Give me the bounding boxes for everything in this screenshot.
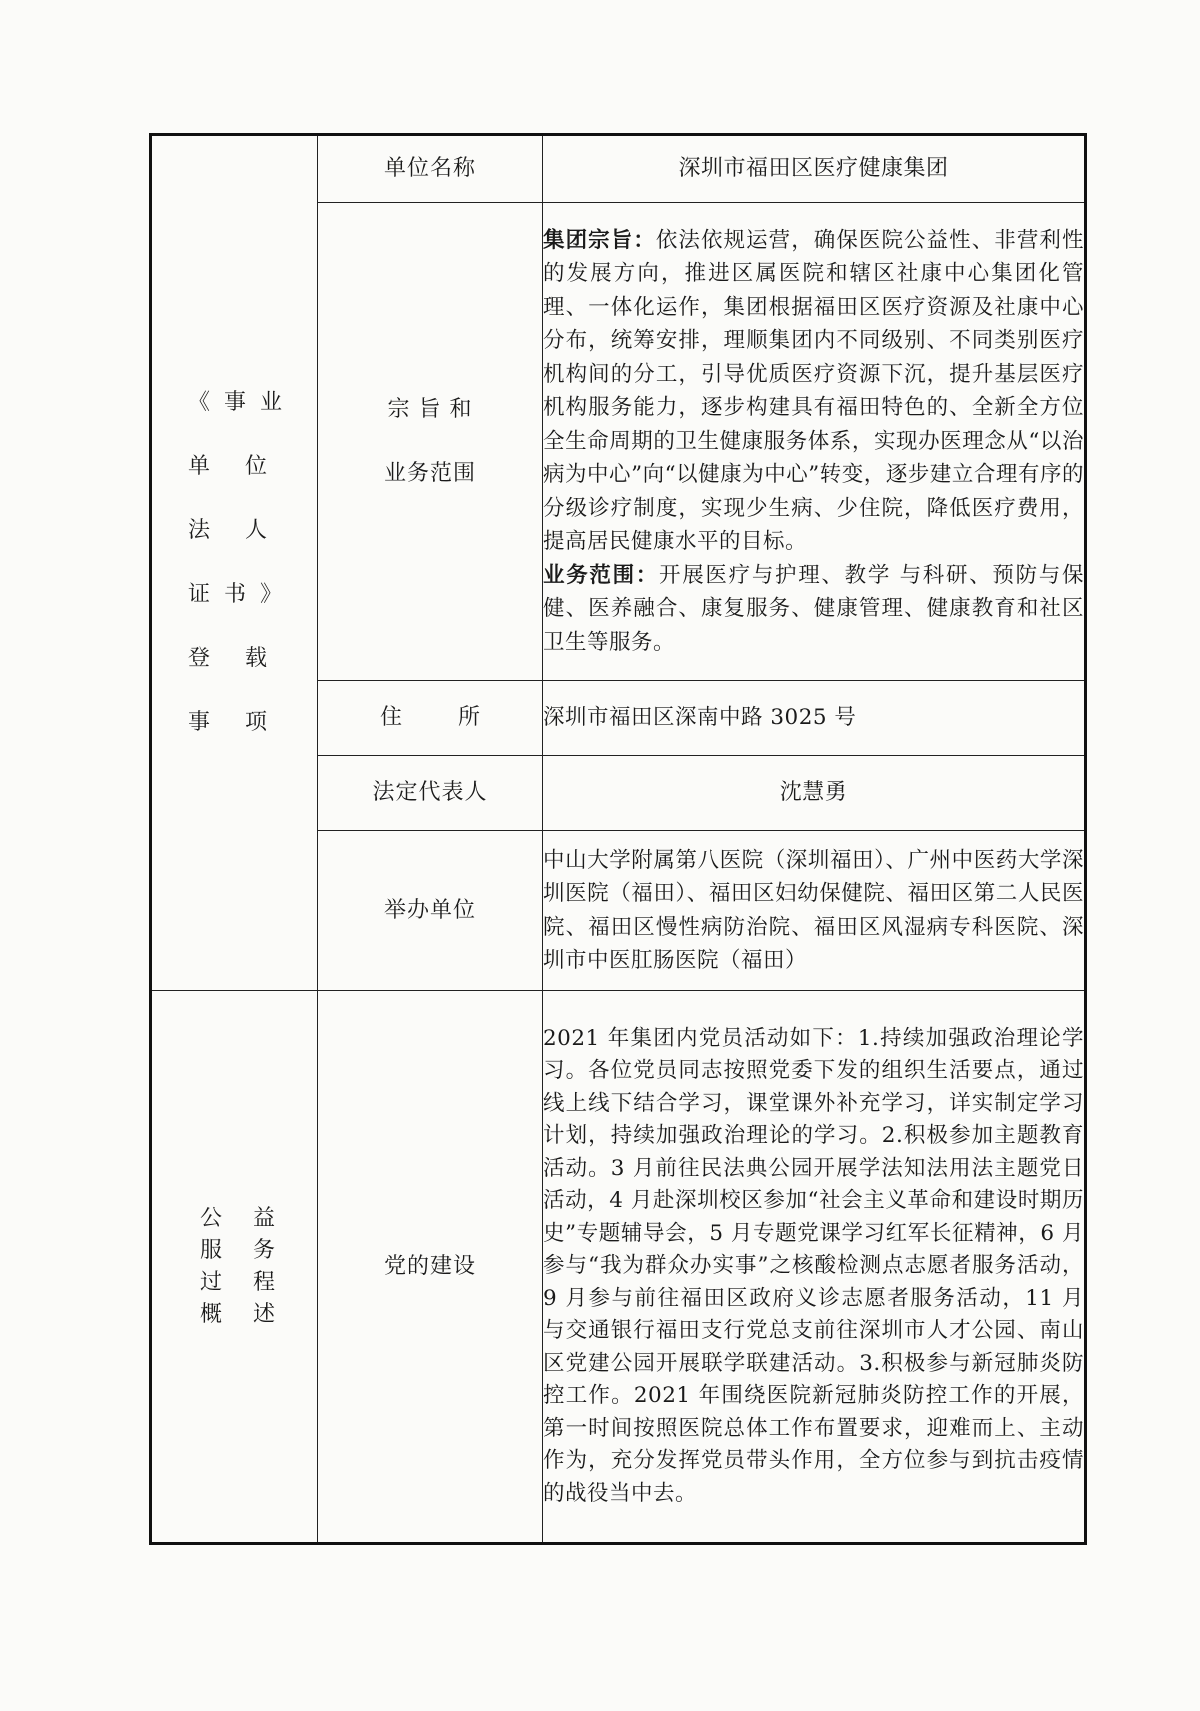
unit-name-label: 单位名称 (318, 135, 543, 203)
legal-rep-label: 法定代表人 (318, 756, 543, 831)
section-certificate-label: 《事业 单 位 法 人 证书》 登 载 事 项 (188, 390, 297, 735)
row-unit-name (151, 135, 1086, 203)
row-party (151, 991, 1086, 1544)
sponsor-label: 举办单位 (318, 831, 543, 991)
purpose-label: 宗 旨 和 业务范围 (318, 203, 543, 681)
unit-name-value: 深圳市福田区医疗健康集团 (543, 135, 1086, 203)
address-label: 住 所 (318, 681, 543, 756)
sponsor-value: 中山大学附属第八医院（深圳福田）、广州中医药大学深圳医院（福田）、福田区妇幼保健院、福田区第二人民医院、福田区慢性病防治院、福田区风湿病专科医院、深圳市中医肛肠医院（福田） (543, 831, 1086, 991)
address-value: 深圳市福田区深南中路 3025 号 (543, 681, 1086, 756)
purpose-value (543, 203, 1086, 681)
section-service-label-cell (151, 991, 318, 1544)
purpose-heading: 集团宗旨： (543, 227, 656, 253)
scope-text: 开展医疗与护理、教学 与科研、预防与保健、医养融合、康复服务、健康管理、健康教育和社区卫生等服务。 (543, 562, 1084, 655)
section-service-label: 公 益 服 务 过 程 概 述 (200, 1205, 287, 1327)
scope-paragraph (543, 559, 1084, 660)
party-value: 2021 年集团内党员活动如下：1.持续加强政治理论学习。各位党员同志按照党委下发的组织生活要点，通过线上线下结合学习，课堂课外补充学习，详实制定学习计划，持续加强政治理论的学习。2.积极参加主题教育活动。3 月前往民法典公园开展学法知法用法主题党日活动，4 月赴深圳校区参加“社会主义革命和建设时期历史”专题辅导会，5 月专题党课学习红军长征精神，6 月参与“我为群众办实事”之核酸检测点志愿者服务活动，9 月参与前往福田区政府义诊志愿者服务活动，11 月与交通银行福田支行党总支前往深圳市人才公园、南山区党建公园开展联学联建活动。3.积极参与新冠肺炎防控工作。2021 年围绕医院新冠肺炎防控工作的开展，第一时间按照医院总体工作布置要求，迎难而上、主动作为，充分发挥党员带头作用，全方位参与到抗击疫情的战役当中去。 (543, 991, 1086, 1544)
party-label: 党的建设 (318, 991, 543, 1544)
registration-table (149, 133, 1087, 1545)
purpose-text: 依法依规运营，确保医院公益性、非营利性的发展方向，推进区属医院和辖区社康中心集团化管理、一体化运作，集团根据福田区医疗资源及社康中心分布，统筹安排，理顺集团内不同级别、不同类别医疗机构间的分工，引导优质医疗资源下沉，提升基层医疗机构服务能力，逐步构建具有福田特色的、全新全方位全生命周期的卫生健康服务体系，实现办医理念从“以治病为中心”向“以健康为中心”转变，逐步建立合理有序的分级诊疗制度，实现少生病、少住院，降低医疗费用，提高居民健康水平的目标。 (543, 227, 1084, 555)
purpose-paragraph (543, 224, 1084, 559)
scope-heading: 业务范围： (543, 562, 660, 588)
legal-rep-value: 沈慧勇 (543, 756, 1086, 831)
section-certificate-label-cell (151, 135, 318, 991)
